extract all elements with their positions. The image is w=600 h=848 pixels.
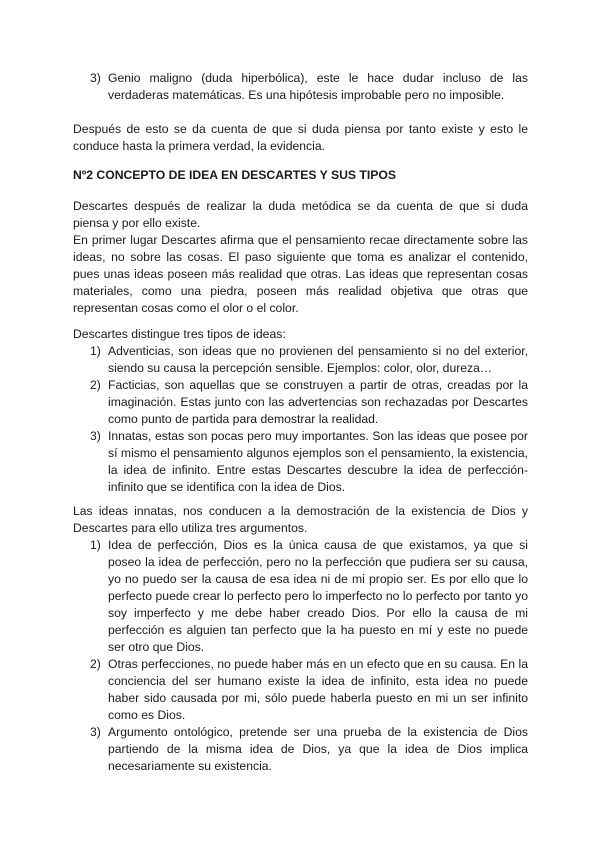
paragraph-text: Después de esto se da cuenta de que si duda piensa por tanto existe y esto le conduce hasta la primera verdad, la evidencia. bbox=[73, 122, 528, 153]
idea-types-block bbox=[73, 326, 528, 496]
list-number: 1) bbox=[90, 538, 101, 552]
paragraph-text: Descartes después de realizar la duda metódica se da cuenta de que si duda piensa y por ello existe. bbox=[73, 199, 528, 230]
list-item bbox=[73, 377, 528, 428]
list-text: Genio maligno (duda hiperbólica), este le hace dudar incluso de las verdaderas matemáticas. Es una hipótesis improbable pero no imposible. bbox=[108, 71, 528, 102]
list-number: 2) bbox=[90, 378, 101, 392]
list-item bbox=[73, 70, 528, 104]
list-text: Innatas, estas son pocas pero muy importantes. Son las ideas que posee por sí mismo el pensamiento algunos ejemplos son el pensamiento, la existencia, la idea de infinito. Entre estas Descartes descubre la idea de perfección-infinito que se identifica con la idea de Dios. bbox=[108, 429, 528, 494]
list-number: 2) bbox=[90, 657, 101, 671]
list-item bbox=[73, 428, 528, 496]
list-item bbox=[73, 724, 528, 775]
list-item bbox=[73, 656, 528, 724]
list-text: Adventicias, son ideas que no provienen del pensamiento si no del exterior, siendo su causa la percepción sensible. Ejemplos: color, olor, dureza… bbox=[108, 344, 528, 375]
doubt-list bbox=[73, 70, 528, 104]
section-heading: Nº2 CONCEPTO DE IDEA EN DESCARTES Y SUS TIPOS bbox=[73, 168, 396, 182]
list-text: Idea de perfección, Dios es la única causa de que existamos, ya que si poseo la idea de perfección, pero no la perfección que pudiera ser su causa, yo no puedo ser la causa de esa idea ni de mi propio ser. Es por ello que lo perfecto puede crear lo perfecto pero lo imperfecto no lo perfecto por tanto yo soy imperfecto y me debe haber creado Dios. Por ello la causa de mi perfección es alguien tan perfecto que la ha puesto en mí y este no puede ser otro que Dios. bbox=[108, 538, 528, 654]
list-text: Facticias, son aquellas que se construyen a partir de otras, creadas por la imaginación. Estas junto con las advertencias son rechazadas por Descartes como punto de partida para demostrar la realidad. bbox=[108, 378, 528, 426]
arguments-list bbox=[73, 537, 528, 775]
list-intro: Descartes distingue tres tipos de ideas: bbox=[73, 327, 286, 341]
list-number: 1) bbox=[90, 344, 101, 358]
arguments-block bbox=[73, 503, 528, 775]
paragraph-text: En primer lugar Descartes afirma que el pensamiento recae directamente sobre las ideas, no sobre las cosas. El paso siguiente que toma es analizar el contenido, pues unas ideas poseen más realidad que otras. Las ideas que representan cosas materiales, como una piedra, poseen más realidad objetiva que otras que representan cosas como el olor o el color. bbox=[73, 233, 528, 315]
list-number: 3) bbox=[90, 725, 101, 739]
paragraph-after-doubt bbox=[73, 121, 528, 155]
genius-list-block bbox=[73, 70, 528, 104]
list-item bbox=[73, 343, 528, 377]
list-text: Otras perfecciones, no puede haber más en un efecto que en su causa. En la conciencia del ser humano existe la idea de infinito, esta idea no puede haber sido causada por mi, sólo puede haberla puesto en mi un ser infinito como es Dios. bbox=[108, 657, 528, 722]
list-text: Argumento ontológico, pretende ser una prueba de la existencia de Dios partiendo de la misma idea de Dios, ya que la idea de Dios implica necesariamente su existencia. bbox=[108, 725, 528, 773]
list-item bbox=[73, 537, 528, 656]
paragraph-method bbox=[73, 198, 528, 317]
idea-types-list bbox=[73, 343, 528, 496]
list-number: 3) bbox=[90, 71, 101, 85]
list-number: 3) bbox=[90, 429, 101, 443]
list-intro: Las ideas innatas, nos conducen a la demostración de la existencia de Dios y Descartes para ello utiliza tres argumentos. bbox=[73, 504, 528, 535]
